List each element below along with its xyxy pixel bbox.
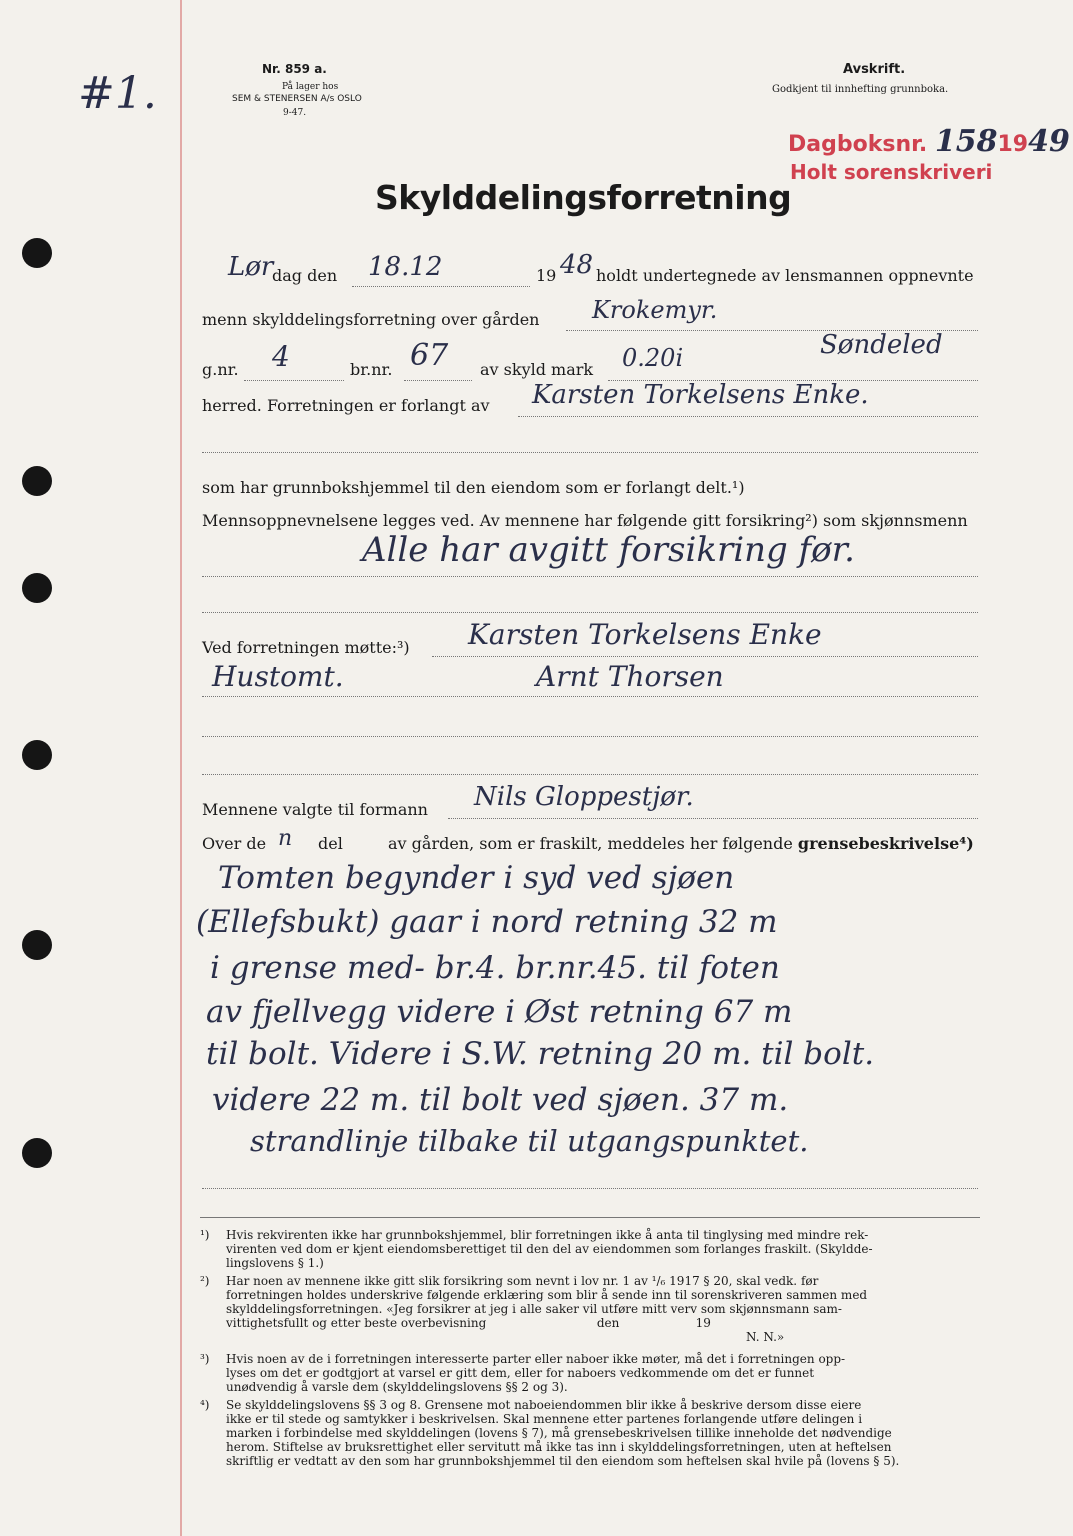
footnote-line: skylddelingsforretningen. «Jeg forsikrer at jeg i alle saker vil utføre mitt verv som skjønnsmann sam- xyxy=(226,1302,842,1316)
footnote-line: virenten ved dom er kjent eiendomsberettiget til den del av eiendommen som forlanges fraskilt. (Skyldde- xyxy=(226,1242,873,1256)
row10-label: Mennene valgte til formann xyxy=(202,800,428,819)
punch-hole xyxy=(22,238,52,268)
punch-hole xyxy=(22,740,52,770)
blank-line xyxy=(202,452,978,453)
footnote-line: Hvis noen av de i forretningen interesserte parter eller naboer ikke møter, må det i forretningen opp- xyxy=(226,1352,846,1366)
footnote-2 xyxy=(200,1274,980,1344)
date-hw: 18.12 xyxy=(368,252,443,282)
row1-suffix: holdt undertegnede av lensmannen oppnevnte xyxy=(596,266,974,285)
boundary-line-6: videre 22 m. til bolt ved sjøen. 37 m. xyxy=(212,1082,789,1118)
boundary-line-3: i grense med- br.4. br.nr.45. til foten xyxy=(210,950,780,986)
attendee2-hw: Hustomt. xyxy=(212,660,344,693)
margin-rule xyxy=(180,0,182,1536)
stamp-number: 158 xyxy=(934,124,998,159)
requester-line xyxy=(518,416,978,417)
blank-line xyxy=(202,696,978,697)
footnote-line: vittighetsfullt og etter beste overbevisning den 19 xyxy=(226,1316,711,1330)
footnote-line: lingslovens § 1.) xyxy=(226,1256,324,1270)
row11-del: del xyxy=(318,834,343,853)
blank-line xyxy=(202,612,978,613)
footnote-line: ikke er til stede og samtykker i beskrivelsen. Skal mennene etter partenes forlangende utføre delingen i xyxy=(226,1412,863,1426)
page-title: Skylddelingsforretning xyxy=(375,178,792,217)
blank-line xyxy=(202,774,978,775)
godkjent-label: Godkjent til innhefting grunnboka. xyxy=(772,84,949,95)
year-prefix: 19 xyxy=(536,266,557,285)
row11-over-de: Over de xyxy=(202,834,267,853)
stamp-court: Holt sorenskriveri xyxy=(790,160,993,184)
footnote-line: Se skylddelingslovens §§ 3 og 8. Grensene mot naboeiendommen blir ikke å beskrive dersom disse eiere xyxy=(226,1398,862,1412)
punch-hole xyxy=(22,466,52,496)
row11-over-hw: n xyxy=(278,826,293,851)
avskrift-label: Avskrift. xyxy=(843,62,906,77)
row6-text: Mennsoppnevnelsene legges ved. Av mennene har følgende gitt forsikring²) som skjønnsmenn xyxy=(202,511,968,530)
attendee-line xyxy=(432,656,978,657)
row11-rest xyxy=(388,834,974,853)
chair-line xyxy=(448,818,978,819)
stamp-dagboksnr xyxy=(788,124,1070,159)
dag-den-label: dag den xyxy=(272,266,338,285)
boundary-line-2: (Ellefsbukt) gaar i nord retning 32 m xyxy=(196,904,778,940)
skyld-hw: 0.20i xyxy=(622,344,684,372)
row11-rest-text: av gården, som er fraskilt, meddeles her følgende xyxy=(388,834,793,853)
punch-hole xyxy=(22,930,52,960)
footnote-line: skriftlig er vedtatt av den som har grunnbokshjemmel til den eiendom som heftelsen skal hvile på (lovens § 5). xyxy=(226,1454,900,1468)
footnote-3 xyxy=(200,1352,980,1394)
punch-hole xyxy=(22,573,52,603)
blank-line xyxy=(202,1188,978,1189)
row5-text: som har grunnbokshjemmel til den eiendom som er forlangt delt.¹) xyxy=(202,478,745,497)
date-line xyxy=(352,286,530,287)
footnote-1 xyxy=(200,1228,980,1270)
year-hw: 48 xyxy=(560,250,594,280)
boundary-line-7: strandlinje tilbake til utgangspunktet. xyxy=(250,1124,809,1158)
form-number: Nr. 859 a. xyxy=(262,62,327,76)
footnote-line: N. N.» xyxy=(746,1330,785,1344)
row2-label: menn skylddelingsforretning over gården xyxy=(202,310,540,329)
skyld-label: av skyld mark xyxy=(480,360,594,379)
footnote-marker: ²) xyxy=(200,1274,210,1288)
stamp-label: Dagboksnr. xyxy=(788,132,928,157)
footnote-line: Har noen av mennene ikke gitt slik forsikring som nevnt i lov nr. 1 av ¹/₆ 1917 § 20, skal vedk. før xyxy=(226,1274,819,1288)
gnr-label: g.nr. xyxy=(202,360,239,379)
assurance-hw: Alle har avgitt forsikring før. xyxy=(362,530,855,570)
form-date-code: 9-47. xyxy=(283,108,307,118)
gnr-line xyxy=(244,380,344,381)
requester-hw: Karsten Torkelsens Enke. xyxy=(532,380,869,410)
boundary-line-1: Tomten begynder i syd ved sjøen xyxy=(218,860,735,896)
chair-hw: Nils Gloppestjør. xyxy=(474,782,694,812)
brnr-hw: 67 xyxy=(410,338,449,373)
stamp-year: 49 xyxy=(1028,124,1070,159)
footnote-marker: ³) xyxy=(200,1352,210,1366)
boundary-line-4: av fjellvegg videre i Øst retning 67 m xyxy=(206,994,793,1030)
attendee3-hw: Arnt Thorsen xyxy=(536,660,724,693)
publisher-line1: På lager hos xyxy=(282,82,339,92)
herred-hw: Søndeled xyxy=(820,330,943,360)
footnote-line: herom. Stiftelse av bruksrettighet eller servitutt må ikke tas inn i skylddelingsforretningen, uten at heftelsen xyxy=(226,1440,892,1454)
gnr-hw: 4 xyxy=(272,340,290,373)
brnr-label: br.nr. xyxy=(350,360,393,379)
row8-label: Ved forretningen møtte:³) xyxy=(202,638,410,657)
stamp-year-prefix: 19 xyxy=(997,132,1029,157)
margin-note: #1. xyxy=(78,68,157,119)
footnote-line: lyses om det er godtgjort at varsel er gitt dem, eller for naboers vedkommende om det er funnet xyxy=(226,1366,815,1380)
footnote-separator xyxy=(200,1217,980,1218)
footnote-line: unødvendig å varsle dem (skylddelingslovens §§ 2 og 3). xyxy=(226,1380,568,1394)
footnote-marker: ¹) xyxy=(200,1228,210,1242)
publisher-line2: SEM & STENERSEN A/s OSLO xyxy=(232,94,362,104)
footnote-line: Hvis rekvirenten ikke har grunnbokshjemmel, blir forretningen ikke å anta til tinglysing med mindre rek- xyxy=(226,1228,869,1242)
punch-hole xyxy=(22,1138,52,1168)
weekday-hw: Lør xyxy=(228,252,274,282)
footnote-line: marken i forbindelse med skylddelingen (lovens § 7), må grensebeskrivelsen tillike inneholde det nødvendige xyxy=(226,1426,892,1440)
boundary-line-5: til bolt. Videre i S.W. retning 20 m. til bolt. xyxy=(206,1036,875,1072)
footnote-marker: ⁴) xyxy=(200,1398,210,1412)
blank-line xyxy=(202,736,978,737)
footnote-line: forretningen holdes underskrive følgende erklæring som blir å sende inn til sorenskriveren sammen med xyxy=(226,1288,868,1302)
footnote-4 xyxy=(200,1398,980,1468)
attendee-hw: Karsten Torkelsens Enke xyxy=(468,618,822,651)
blank-line xyxy=(202,576,978,577)
row11-bold-text: grensebeskrivelse⁴) xyxy=(797,834,974,853)
farm-hw: Krokemyr. xyxy=(592,296,718,324)
row4-label: herred. Forretningen er forlangt av xyxy=(202,396,490,415)
brnr-line xyxy=(404,380,472,381)
